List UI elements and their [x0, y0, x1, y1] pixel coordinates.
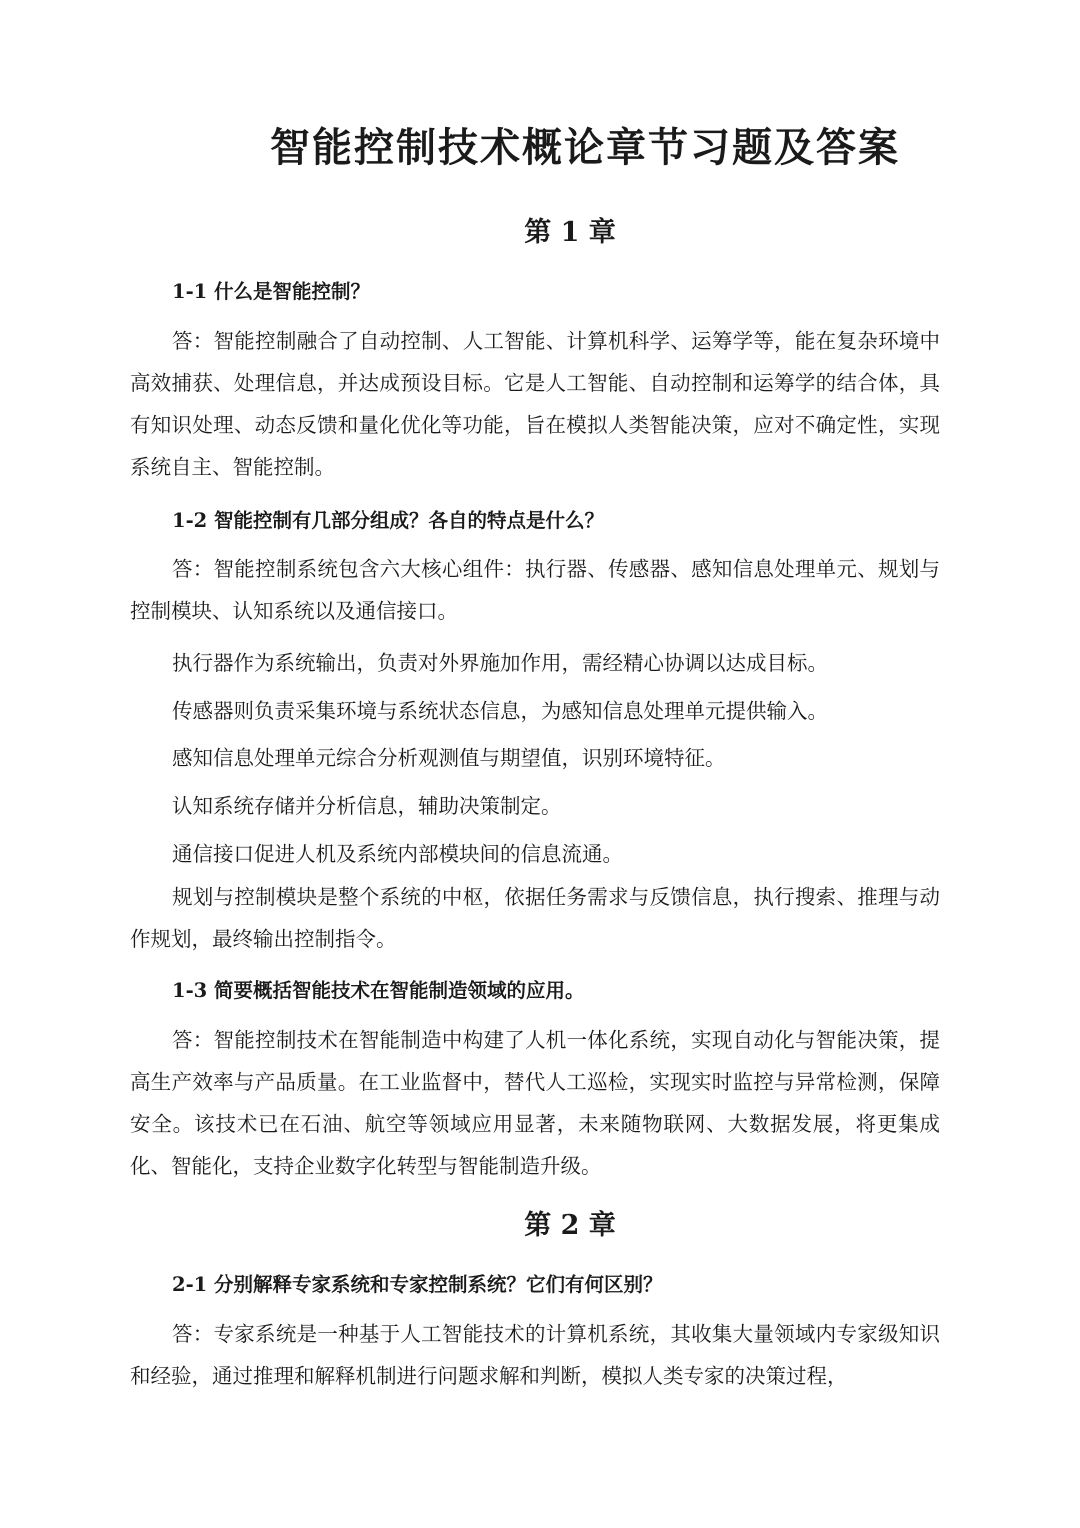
question-1-3: 1-3 简要概括智能技术在智能制造领域的应用。 — [172, 979, 585, 1002]
answer-1-2-point: 通信接口促进人机及系统内部模块间的信息流通。 — [172, 842, 623, 866]
answer-2-1: 答：专家系统是一种基于人工智能技术的计算机系统，其收集大量领域内专家级知识和经验，通过推理和解释机制进行问题求解和判断，模拟人类专家的决策过程， — [130, 1322, 940, 1388]
answer-1-2-point: 认知系统存储并分析信息，辅助决策制定。 — [172, 794, 562, 818]
answer-1-2-point: 传感器则负责采集环境与系统状态信息，为感知信息处理单元提供输入。 — [172, 699, 828, 723]
chapter-1-heading: 第 1 章 — [524, 217, 616, 248]
question-1-2: 1-2 智能控制有几部分组成？各自的特点是什么？ — [172, 509, 605, 532]
question-2-1: 2-1 分别解释专家系统和专家控制系统？它们有何区别？ — [172, 1273, 663, 1296]
answer-1-2-last-point: 规划与控制模块是整个系统的中枢，依据任务需求与反馈信息，执行搜索、推理与动作规划，最终输出控制指令。 — [130, 885, 940, 951]
answer-1-2: 答：智能控制系统包含六大核心组件：执行器、传感器、感知信息处理单元、规划与控制模块、认知系统以及通信接口。 — [130, 557, 940, 623]
answer-1-3: 答：智能控制技术在智能制造中构建了人机一体化系统，实现自动化与智能决策，提高生产效率与产品质量。在工业监督中，替代人工巡检，实现实时监控与异常检测，保障安全。该技术已在石油、航空等领域应用显著，未来随物联网、大数据发展，将更集成化、智能化，支持企业数字化转型与智能制造升级。 — [130, 1028, 940, 1178]
question-1-1: 1-1 什么是智能控制？ — [172, 280, 371, 303]
answer-1-2-point: 感知信息处理单元综合分析观测值与期望值，识别环境特征。 — [172, 746, 726, 770]
chapter-2-heading: 第 2 章 — [524, 1210, 616, 1241]
answer-1-2-point: 执行器作为系统输出，负责对外界施加作用，需经精心协调以达成目标。 — [172, 651, 828, 675]
document-title: 智能控制技术概论章节习题及答案 — [270, 125, 900, 171]
answer-1-1: 答：智能控制融合了自动控制、人工智能、计算机科学、运筹学等，能在复杂环境中高效捕获、处理信息，并达成预设目标。它是人工智能、自动控制和运筹学的结合体，具有知识处理、动态反馈和量化优化等功能，旨在模拟人类智能决策，应对不确定性，实现系统自主、智能控制。 — [130, 329, 940, 479]
